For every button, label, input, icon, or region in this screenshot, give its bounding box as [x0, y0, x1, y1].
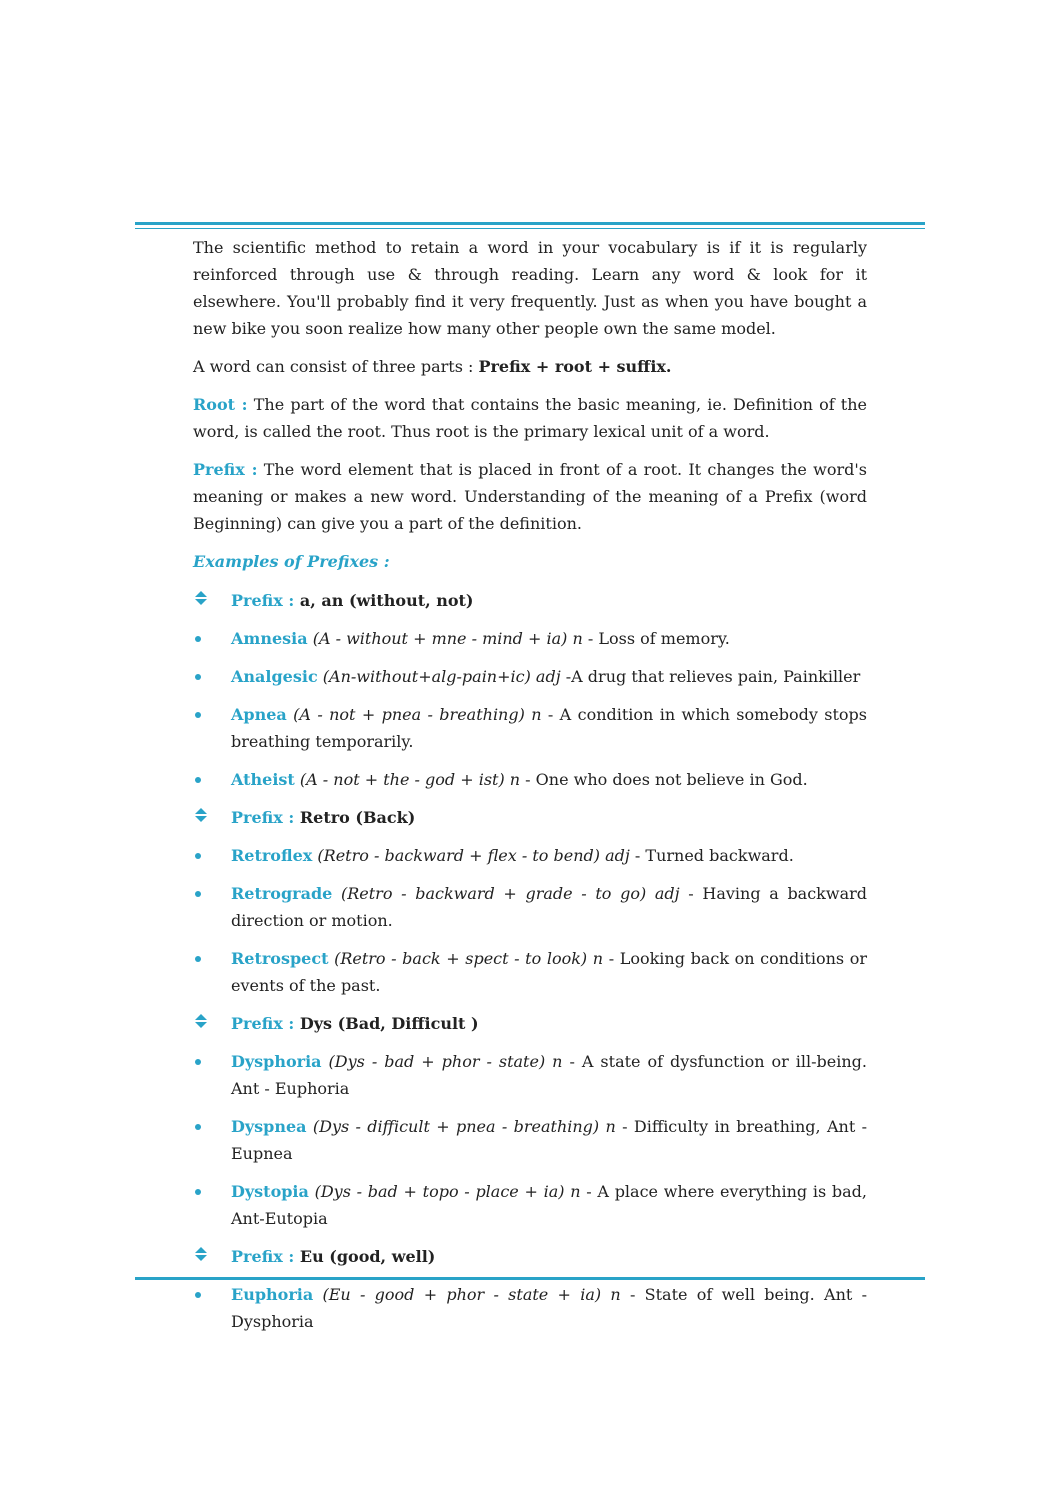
prefix-group-value: Eu (good, well)	[294, 1247, 436, 1266]
header-rule-thick	[135, 222, 925, 225]
prefix-group-value: Dys (Bad, Difficult )	[294, 1014, 479, 1033]
entry-word: Analgesic	[231, 667, 318, 686]
entry-word: Atheist	[231, 770, 295, 789]
entry-word: Retrospect	[231, 949, 329, 968]
bullet-icon	[195, 1059, 201, 1065]
bullet-icon	[195, 674, 201, 680]
entry-definition: - A state of dysfunction or ill-being. Ant - Euphoria	[231, 1052, 868, 1098]
example-entry	[193, 1281, 867, 1335]
entry-etymology: (Dys - bad + phor - state) n	[321, 1052, 563, 1071]
entry-etymology: (A - not + pnea - breathing) n	[286, 705, 542, 724]
root-text: The part of the word that contains the basic meaning, ie. Definition of the word, is called the root. Thus root is the primary lexical unit of a word.	[193, 395, 867, 441]
entry-etymology: (Dys - bad + topo - place + ia) n	[308, 1182, 581, 1201]
entry-word: Dyspnea	[231, 1117, 307, 1136]
entry-word: Retrograde	[231, 884, 333, 903]
bullet-icon	[195, 1124, 201, 1130]
entry-word: Dysphoria	[231, 1052, 322, 1071]
entry-definition: - Loss of memory.	[582, 629, 730, 648]
footer-rule	[135, 1277, 925, 1280]
intro-paragraph: The scientific method to retain a word in your vocabulary is if it is regularly reinforced through use & through reading. Learn any word & look for it elsewhere. You'll probably find it very frequently. Just as when you have bought a new bike you soon realize how many other people own the same model.	[193, 238, 867, 338]
prefix-definition	[193, 456, 867, 537]
entry-definition: - Turned backward.	[629, 846, 794, 865]
entry-etymology: (Retro - back + spect - to look) n	[328, 949, 604, 968]
entry-definition: - Looking back on conditions or events of the past.	[231, 949, 868, 995]
entry-definition: - A condition in which somebody stops breathing temporarily.	[231, 705, 867, 751]
up-down-arrow-icon	[195, 591, 207, 607]
prefix-group-value: a, an (without, not)	[294, 591, 474, 610]
prefix-groups	[193, 587, 867, 1335]
entry-etymology: (A - without + mne - mind + ia) n	[307, 629, 583, 648]
entry-definition: -A drug that relieves pain, Painkiller	[560, 667, 861, 686]
prefix-group-label: Prefix :	[231, 1014, 295, 1033]
example-entry	[193, 625, 867, 652]
bullet-icon	[195, 777, 201, 783]
entry-etymology: (Retro - backward + grade - to go) adj	[332, 884, 680, 903]
entry-word: Retroflex	[231, 846, 313, 865]
example-entry	[193, 1113, 867, 1167]
up-down-arrow-icon	[195, 808, 207, 824]
entry-etymology: (Dys - difficult + pnea - breathing) n	[306, 1117, 616, 1136]
prefix-group-header	[193, 587, 867, 614]
bullet-icon	[195, 1189, 201, 1195]
entry-etymology: (Retro - backward + flex - to bend) adj	[312, 846, 630, 865]
prefix-label: Prefix :	[193, 460, 258, 479]
prefix-group-header	[193, 1243, 867, 1270]
root-label: Root :	[193, 395, 248, 414]
entry-definition: - A place where everything is bad, Ant-Eutopia	[231, 1182, 868, 1228]
example-entry	[193, 663, 867, 690]
entry-word: Amnesia	[231, 629, 308, 648]
prefix-group-header	[193, 804, 867, 831]
example-entry	[193, 701, 867, 755]
entry-etymology: (A - not + the - god + ist) n	[294, 770, 521, 789]
page-content	[193, 234, 867, 1346]
entry-etymology: (Eu - good + phor - state + ia) n	[313, 1285, 621, 1304]
example-entry	[193, 1048, 867, 1102]
entry-definition: - One who does not believe in God.	[520, 770, 808, 789]
root-definition	[193, 391, 867, 445]
example-entry	[193, 766, 867, 793]
prefix-text: The word element that is placed in front of a root. It changes the word's meaning or makes a new word. Understanding of the meaning of a Prefix (word Beginning) can give you a part of the definition.	[193, 460, 867, 533]
bullet-icon	[195, 853, 201, 859]
examples-heading: Examples of Prefixes :	[193, 552, 390, 571]
bullet-icon	[195, 956, 201, 962]
prefix-group-label: Prefix :	[231, 1247, 295, 1266]
prefix-group-label: Prefix :	[231, 591, 295, 610]
parts-paragraph	[193, 353, 867, 380]
header-rule-thin	[135, 228, 925, 229]
entry-definition: - Having a backward direction or motion.	[231, 884, 868, 930]
entry-etymology: (An-without+alg-pain+ic) adj	[317, 667, 561, 686]
entry-word: Euphoria	[231, 1285, 314, 1304]
prefix-group-value: Retro (Back)	[294, 808, 416, 827]
prefix-group-header	[193, 1010, 867, 1037]
entry-word: Dystopia	[231, 1182, 309, 1201]
bullet-icon	[195, 636, 201, 642]
example-entry	[193, 842, 867, 869]
example-entry	[193, 880, 867, 934]
entry-definition: - State of well being. Ant - Dysphoria	[231, 1285, 867, 1331]
bullet-icon	[195, 1292, 201, 1298]
entry-definition: - Difficulty in breathing, Ant - Eupnea	[231, 1117, 867, 1163]
bullet-icon	[195, 712, 201, 718]
parts-text: A word can consist of three parts :	[193, 357, 479, 376]
bullet-icon	[195, 891, 201, 897]
example-entry	[193, 1178, 867, 1232]
up-down-arrow-icon	[195, 1014, 207, 1030]
entry-word: Apnea	[231, 705, 287, 724]
prefix-group-label: Prefix :	[231, 808, 295, 827]
example-entry	[193, 945, 867, 999]
parts-formula: Prefix + root + suffix.	[478, 357, 672, 376]
up-down-arrow-icon	[195, 1247, 207, 1263]
